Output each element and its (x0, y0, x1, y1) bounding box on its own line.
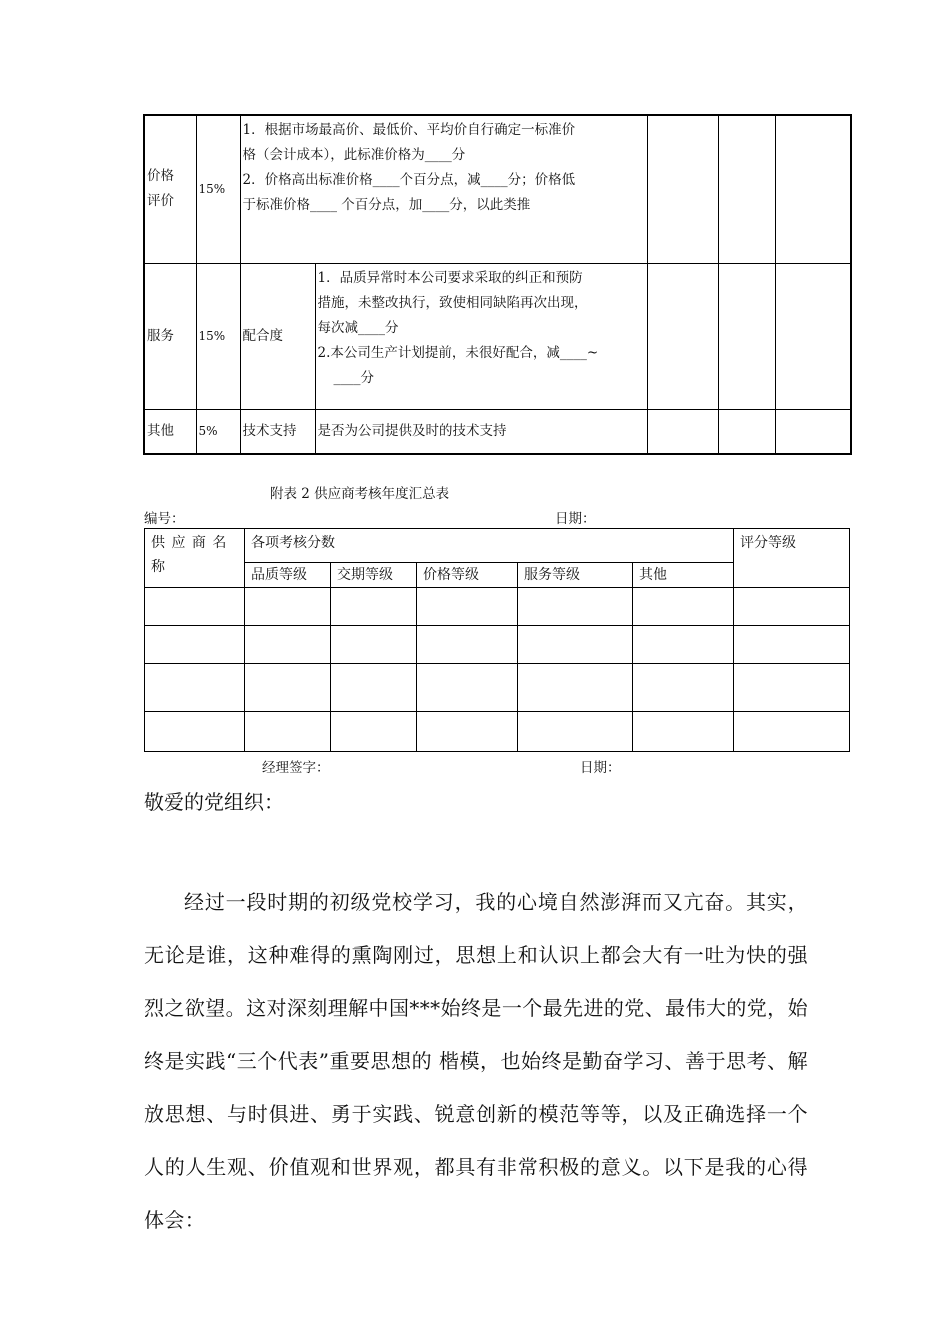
sub-item-cell: 技术支持 (240, 409, 315, 454)
essay-paragraph: 经过一段时期的初级党校学习，我的心境自然澎湃而又亢奋。其实，无论是谁，这种难得的熏陶刚过，思想上和认识上都会大有一吐为快的强烈之欲望。这对深刻理解中国***始终是一个最先进的党、最伟大的党，始终是实践“三个代表”重要思想的 楷模，也始终是勤奋学习、善于思考、解放思想、与时俱进、勇于实践、锐意创新的模范等等，以及正确选择一个人的人生观、价值观和世界观，都具有非常积极的意义。以下是我的心得体会： (144, 890, 808, 1232)
date-label: 日期： (555, 511, 596, 527)
blank-cell (647, 115, 718, 263)
criteria-line: 1．根据市场最高价、最低价、平均价自行确定一标准价 (242, 122, 576, 138)
criteria-line: 2．价格高出标准价格____个百分点，减____分；价格低 (242, 172, 576, 188)
manager-sign-label: 经理签字： (262, 760, 330, 776)
blank-cell (718, 263, 775, 409)
other-grade-header: 其他 (633, 563, 734, 588)
table-row (144, 263, 851, 409)
summary-caption: 附表 2 供应商考核年度汇总表 (270, 486, 450, 502)
criteria-line: 每次减____分 (317, 319, 399, 336)
blank-cell (647, 409, 718, 454)
evaluation-table (143, 114, 852, 455)
blank-cell (718, 115, 775, 263)
blank-cell (718, 409, 775, 454)
sub-item-cell: 配合度 (240, 263, 315, 409)
quality-grade-header: 品质等级 (245, 563, 331, 588)
blank-cell (775, 263, 851, 409)
price-grade-header: 价格等级 (417, 563, 518, 588)
item-cell: 其他 (144, 409, 196, 454)
criteria-cell (315, 263, 647, 409)
delivery-grade-header: 交期等级 (331, 563, 417, 588)
supplier-name-header: 供 应 商 名 称 (145, 529, 245, 588)
item-cell (144, 115, 196, 263)
table-row (144, 409, 851, 454)
table-row (145, 664, 850, 712)
bottom-date-label: 日期： (580, 760, 621, 776)
number-label: 编号： (144, 511, 185, 527)
criteria-cell (240, 115, 647, 263)
blank-cell (775, 409, 851, 454)
criteria-line: 格（会计成本），此标准价格为____分 (242, 147, 466, 163)
item-label: 评价 (147, 193, 174, 210)
service-grade-header: 服务等级 (518, 563, 633, 588)
criteria-line: 于标准价格____ 个百分点，加____分，以此类推 (242, 197, 531, 213)
weight-cell: 15% (196, 263, 240, 409)
item-cell: 服务 (144, 263, 196, 409)
grade-header: 评分等级 (734, 529, 850, 588)
table-row (145, 588, 850, 626)
weight-cell: 15% (196, 115, 240, 263)
table-row (145, 712, 850, 752)
item-label: 价格 (147, 168, 174, 185)
criteria-line: 措施，未整改执行，致使相同缺陷再次出现， (317, 294, 588, 311)
criteria-cell: 是否为公司提供及时的技术支持 (315, 409, 647, 454)
salutation: 敬爱的党组织： (144, 790, 284, 814)
weight-cell: 5% (196, 409, 240, 454)
criteria-line: 2.本公司生产计划提前，未很好配合，减____~ (317, 344, 599, 361)
table-row (145, 626, 850, 664)
criteria-line: ____分 (333, 369, 374, 386)
header-row (145, 529, 850, 563)
blank-cell (647, 263, 718, 409)
blank-cell (775, 115, 851, 263)
table-row (144, 115, 851, 263)
scores-header: 各项考核分数 (245, 529, 734, 563)
summary-table (144, 528, 850, 752)
criteria-line: 1．品质异常时本公司要求采取的纠正和预防 (317, 269, 583, 286)
